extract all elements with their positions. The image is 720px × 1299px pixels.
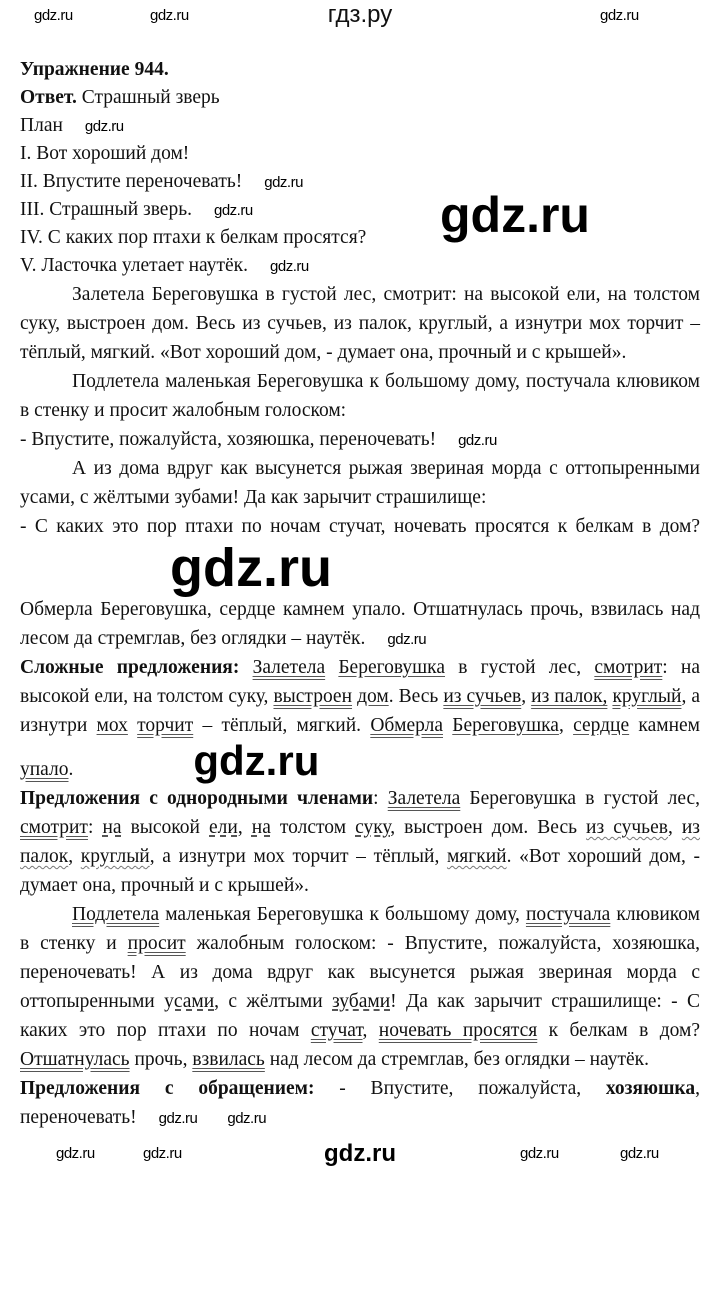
text-segment: , а изнутри мох торчит – тёплый, — [149, 846, 447, 867]
marked-word: Береговушка — [452, 715, 559, 736]
watermark: gdz.ru — [387, 631, 427, 648]
text-segment: в густой лес, — [445, 657, 595, 678]
text-segment: . «Вот хороший дом, - думает она, прочный и с крышей». — [20, 846, 701, 896]
marked-word: круглый — [80, 846, 150, 867]
watermark: gdz.ru — [213, 202, 253, 219]
paragraph — [20, 784, 700, 900]
text-segment: к белкам в дом? — [537, 1020, 701, 1041]
plan-item: IV. С каких пор птахи к белкам просятся? — [20, 227, 367, 248]
text-segment: , — [362, 1020, 379, 1041]
text-segment: – тёплый, мягкий. — [193, 715, 371, 736]
text-segment: Залетела Береговушка в густой лес, смотрит: на высокой ели, на толстом суку, выстроен дом. Весь из сучьев, из палок, круглый, а изнутри мох торчит – тёплый, мягкий. «Вот хороший дом, - думает она, прочный и с крышей». — [20, 284, 700, 363]
text-segment: , переночевать! — [20, 1078, 700, 1128]
marked-word: сердце — [573, 715, 630, 736]
text-segment: Береговушка в густой лес, — [460, 788, 701, 809]
text-segment — [239, 657, 252, 678]
text-segment — [325, 657, 338, 678]
text-segment: , с жёлтыми — [214, 991, 332, 1012]
watermark: gdz.ru — [227, 1110, 267, 1127]
marked-word: мягкий — [446, 846, 507, 867]
marked-word: Обмерла — [370, 715, 443, 736]
text-segment: над лесом да стремглав, без оглядки – наутёк. — [264, 1049, 649, 1070]
marked-word: мох — [96, 715, 128, 736]
marked-word: упало — [20, 759, 69, 780]
text-segment: , — [667, 817, 682, 838]
marked-word: постучала — [525, 904, 611, 925]
marked-word: Отшатнулась — [20, 1049, 130, 1070]
plan-item-line — [20, 196, 700, 224]
paragraph — [20, 512, 700, 598]
marked-word: круглый — [612, 686, 682, 707]
paragraph — [20, 425, 700, 454]
plan-item-line — [20, 168, 700, 196]
text-segment: ! Да как зарычит страшилище: - С каких это пор птахи по ночам — [20, 991, 700, 1041]
exercise-title: Упражнение 944. — [20, 59, 169, 80]
document-body — [20, 56, 700, 1132]
text-segment: прочь, — [129, 1049, 193, 1070]
marked-word: на — [251, 817, 271, 838]
text-segment: камнем — [629, 715, 701, 736]
text-segment: жалобным голоском: - Впустите, пожалуйста, хозяюшка, переночевать! А из дома вдруг как высунется рыжая звериная морда с оттопыренными — [20, 933, 700, 1012]
paragraph — [20, 454, 700, 512]
site-header-row — [0, 0, 720, 30]
text-segment — [443, 715, 452, 736]
watermark: gdz.ru — [264, 174, 303, 191]
marked-word: взвилась — [192, 1049, 265, 1070]
marked-word: ели — [209, 817, 238, 838]
marked-word: Подлетела — [72, 904, 160, 925]
intro-block — [20, 56, 700, 280]
watermark: gdz.ru — [34, 7, 73, 24]
paragraph — [20, 280, 700, 367]
marked-word: суку — [355, 817, 391, 838]
text-segment: , — [237, 817, 252, 838]
text-segment: , — [68, 846, 81, 867]
marked-word: ночевать просятся — [378, 1020, 538, 1041]
watermark: gdz.ru — [150, 7, 189, 24]
marked-word: Залетела — [252, 657, 326, 678]
paragraph — [20, 595, 700, 653]
marked-word: смотрит — [20, 817, 88, 838]
text-segment: , а изнутри — [20, 686, 700, 736]
footer-watermark: gdz.ru — [324, 1140, 396, 1167]
plan-item: III. Страшный зверь. — [20, 199, 192, 220]
text-paragraphs — [20, 280, 700, 1132]
text-segment: : — [373, 788, 388, 809]
watermark: gdz.ru — [158, 1110, 198, 1127]
marked-word: зубами — [332, 991, 391, 1012]
bold-text: Предложения с обращением: — [20, 1078, 315, 1099]
text-segment: - Впустите, пожалуйста, хозяюшка, переночевать! — [20, 429, 437, 450]
text-segment: , — [521, 686, 532, 707]
text-segment: маленькая Береговушка к большому дому, — [159, 904, 526, 925]
watermark-large: gdz.ru — [193, 737, 320, 784]
marked-word: дом — [357, 686, 389, 707]
marked-word: из палок — [20, 817, 701, 867]
watermark: gdz.ru — [84, 118, 124, 135]
marked-word: просит — [127, 933, 186, 954]
watermark-large: gdz.ru — [170, 538, 332, 598]
watermark: gdz.ru — [56, 1145, 95, 1162]
marked-word: выстроен — [273, 686, 353, 707]
marked-word: из сучьев — [443, 686, 522, 707]
text-segment: - Впустите, пожалуйста, — [314, 1078, 606, 1099]
marked-word: Залетела — [387, 788, 461, 809]
plan-label: План — [20, 115, 63, 136]
marked-word: усами — [164, 991, 215, 1012]
bold-text: Сложные предложения: — [20, 657, 240, 678]
plan — [20, 112, 700, 280]
marked-word: смотрит — [594, 657, 663, 678]
text-segment: : — [87, 817, 103, 838]
text-segment — [128, 715, 137, 736]
text-segment: высокой — [121, 817, 210, 838]
footer-row — [0, 1138, 720, 1174]
text-segment: А из дома вдруг как высунется рыжая звериная морда с оттопыренными усами, с жёлтыми зубами! Да как зарычит страшилище: — [20, 458, 700, 508]
watermark: gdz.ru — [458, 432, 497, 449]
plan-label-line — [20, 112, 700, 140]
text-segment: толстом — [270, 817, 356, 838]
text-segment: , — [558, 715, 574, 736]
marked-word: на — [102, 817, 122, 838]
text-segment: . Весь — [388, 686, 444, 707]
paragraph — [20, 1074, 700, 1132]
text-segment: Подлетела маленькая Береговушка к большому дому, постучала клювиком в стенку и просит жалобным голоском: — [20, 371, 700, 421]
marked-word: Береговушка — [338, 657, 446, 678]
marked-word: из палок, — [531, 686, 608, 707]
text-segment: , выстроен дом. Весь — [390, 817, 587, 838]
answer-label: Ответ. — [20, 87, 77, 108]
bold-text: хозяюшка — [605, 1078, 696, 1099]
marked-word: из сучьев — [586, 817, 668, 838]
answer-line — [20, 84, 700, 112]
watermark-large: gdz.ru — [440, 187, 590, 243]
plan-item-line — [20, 252, 700, 280]
watermark: gdz.ru — [270, 258, 309, 275]
text-segment: : на высокой ели, на толстом суку, — [20, 657, 701, 707]
watermark: gdz.ru — [600, 7, 639, 24]
paragraph — [20, 653, 700, 784]
text-segment: клювиком в стенку и — [20, 904, 700, 954]
watermark: gdz.ru — [143, 1145, 182, 1162]
watermark: gdz.ru — [520, 1145, 559, 1162]
site-header: гдз.ру — [327, 1, 393, 28]
watermark: gdz.ru — [620, 1145, 659, 1162]
text-segment: Обмерла Береговушка, сердце камнем упало. Отшатнулась прочь, взвилась над лесом да стремглав, без оглядки – наутёк. — [20, 599, 700, 649]
paragraph — [20, 367, 700, 425]
text-segment: . — [68, 759, 74, 780]
plan-item: I. Вот хороший дом! — [20, 143, 190, 164]
bold-text: Предложения с однородными членами — [20, 788, 374, 809]
paragraph — [20, 900, 700, 1074]
answer-text: Страшный зверь — [76, 87, 220, 108]
marked-word: торчит — [137, 715, 194, 736]
text-segment: - С каких это пор птахи по ночам стучат, ночевать просятся к белкам в дом? — [20, 516, 700, 537]
plan-item: II. Впустите переночевать! — [20, 171, 243, 192]
plan-item: V. Ласточка улетает наутёк. — [20, 255, 249, 276]
marked-word: стучат — [310, 1020, 363, 1041]
